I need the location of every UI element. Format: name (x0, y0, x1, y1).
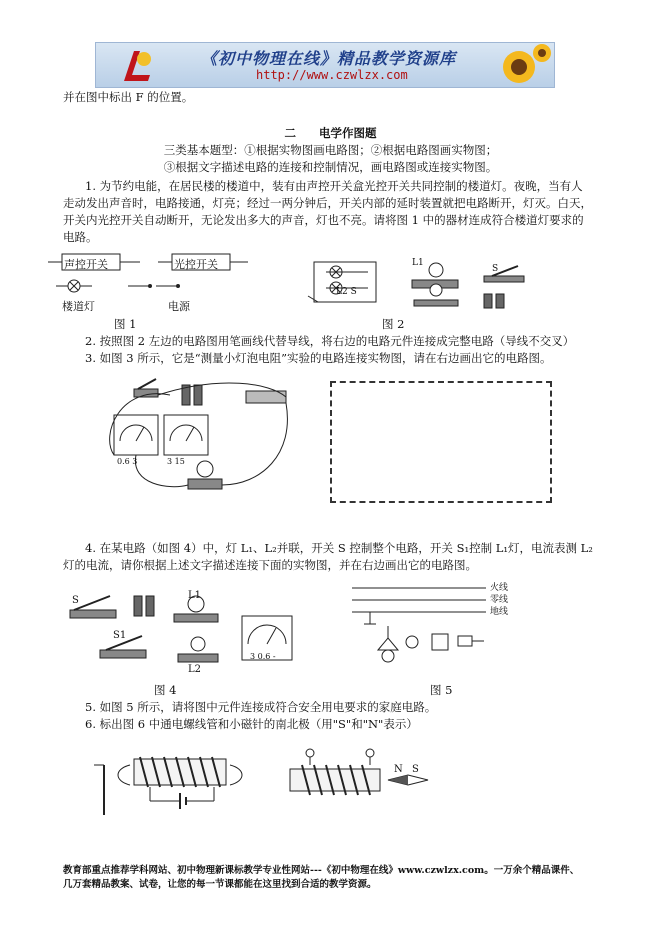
sound-switch-label: 声控开关 (64, 258, 108, 271)
q1-line-1: 1. 为节约电能，在居民楼的楼道中，装有由声控开关盒光控开关共同控制的楼道灯。夜晚，当有人 (85, 179, 583, 193)
fig2-s-label: S (492, 264, 499, 274)
fig3-answer-box (330, 381, 552, 503)
header-title: 《初中物理在线》精品教学资源库 (201, 49, 457, 68)
fig5-ground-label: 地线 (490, 607, 509, 617)
q1-line-4: 电路。 (63, 230, 98, 244)
footer-line-1: 教育部重点推荐学科网站、初中物理新课标教学专业性网站---《初中物理在线》www.czwlzx.com。一万余个精品课件、 (63, 865, 580, 876)
fig6-n-label: N (394, 764, 403, 775)
q5-line: 5. 如图 5 所示，请将图中元件连接成符合安全用电要求的家庭电路。 (85, 700, 437, 714)
header-url: http://www.czwlzx.com (256, 68, 408, 82)
q3-line: 3. 如图 3 所示，它是“测量小灯泡电阻”实验的电路连接实物图，请在右边画出它的电路图。 (85, 351, 552, 365)
figure-2-schematic (306, 256, 386, 306)
fig2-l2-s-label: L2 S (336, 287, 357, 297)
figure-6 (90, 745, 440, 825)
q1-line-2: 走动发出声音时，电路接通，灯亮；经过一两分钟后，开关内部的延时装置就把电路断开，灯灭。白天， (63, 196, 592, 210)
fig2-caption: 图 2 (382, 317, 405, 331)
footer-line-2: 几万套精品教案、试卷，让您的每一节课都能在这里找到合适的教学资源。 (63, 879, 377, 890)
fig4-s1-label: S1 (113, 630, 127, 641)
fig5-neutral-label: 零线 (490, 595, 509, 605)
figure-4 (60, 590, 320, 670)
q4-line-1: 4. 在某电路（如图 4）中，灯 L₁、L₂并联，开关 S 控制整个电路，开关 S₁控制 L₁灯，电流表测 L₂ (85, 541, 593, 555)
fig4-l1-label: L1 (188, 590, 202, 601)
q4-line-2: 灯的电流，请你根据上述文字描述连接下面的实物图，并在右边画出它的电路图。 (63, 558, 477, 572)
fig1-caption: 图 1 (114, 317, 137, 331)
logo-icon (116, 45, 156, 85)
figure-2-components (408, 258, 528, 308)
light-switch-label: 光控开关 (174, 258, 218, 271)
header-banner (95, 42, 555, 88)
lamp-label: 楼道灯 (62, 300, 95, 313)
q2-line: 2. 按照图 2 左边的电路图用笔画线代替导线，将右边的电路元件连接成完整电路（导线不交叉） (85, 334, 575, 348)
fig2-l1-label: L1 (412, 258, 424, 268)
fig4-s-label: S (72, 595, 79, 606)
fig3-meter-right: 3 15 (167, 457, 185, 466)
types-line-2: ③根据文字描述电路的连接和控制情况，画电路图或连接实物图。 (163, 160, 498, 174)
fig6-s-label: S (412, 764, 419, 775)
q1-line-3: 开关内光控开关自动断开，无论发出多大的声音，灯也不亮。请将图 1 中的器材连成符合楼道灯要求的 (63, 213, 584, 227)
q6-line: 6. 标出图 6 中通电螺线管和小磁针的南北极（用"S"和"N"表示） (85, 717, 418, 731)
section-heading: 二 电学作图题 (284, 126, 377, 140)
fig4-l2-label: L2 (188, 664, 202, 675)
fig5-live-label: 火线 (490, 583, 509, 593)
intro-line: 并在图中标出 F 的位置。 (63, 90, 194, 104)
fig3-meter-left: 0.6 3 (117, 457, 138, 466)
power-label: 电源 (168, 300, 190, 313)
fig5-caption: 图 5 (430, 683, 453, 697)
fig4-meter-label: 3 0.6 - (250, 652, 276, 661)
figure-3 (100, 375, 300, 505)
types-line-1: 三类基本题型：①根据实物图画电路图；②根据电路图画实物图； (163, 143, 498, 157)
sunflower-icon (484, 43, 554, 87)
fig4-caption: 图 4 (154, 683, 177, 697)
